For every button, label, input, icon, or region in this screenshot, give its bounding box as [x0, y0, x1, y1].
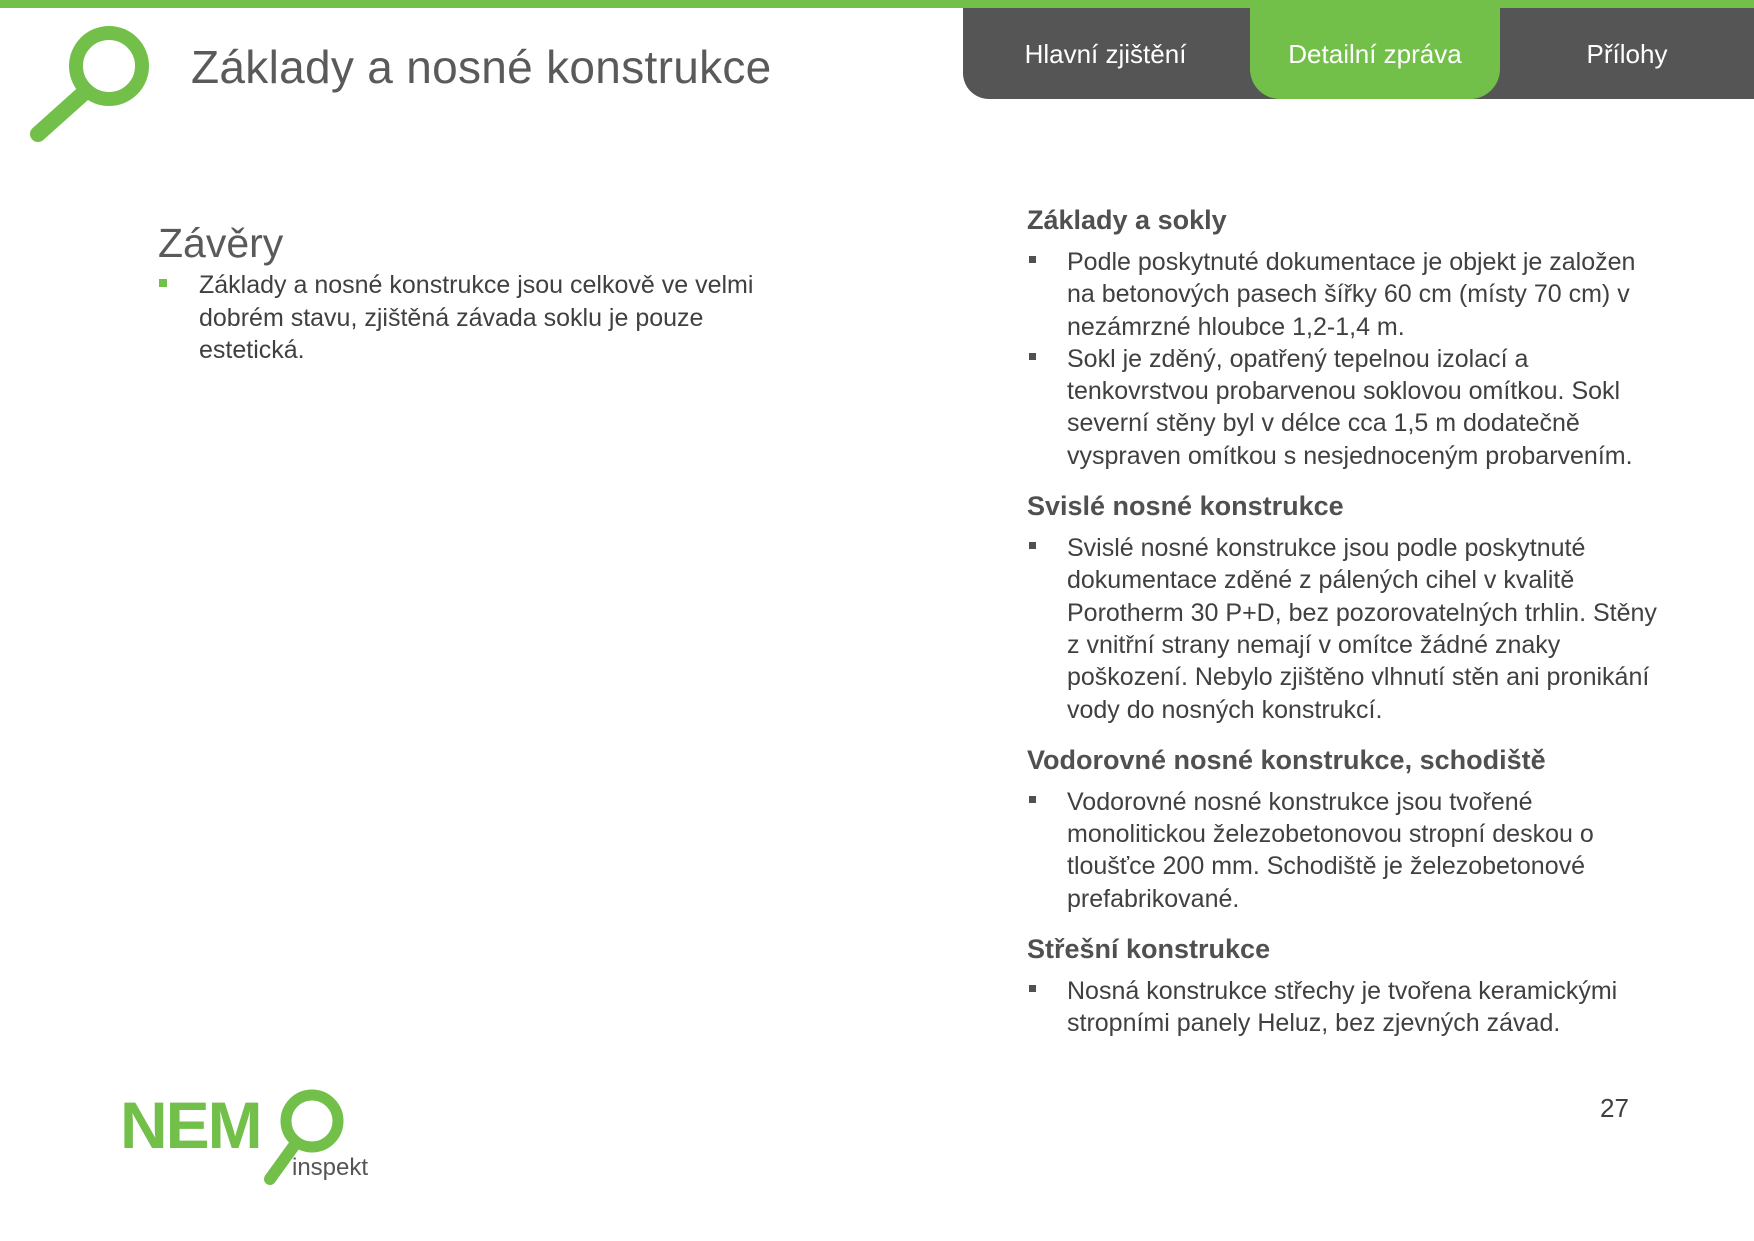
brand-name: NEM [120, 1088, 261, 1162]
brand-subtitle: inspekt [292, 1154, 369, 1181]
conclusions-panel [158, 220, 758, 367]
section-title-foundations: Základy a sokly [1027, 205, 1227, 235]
horizontal-structures-list [1027, 786, 1657, 915]
page-number: 27 [1600, 1093, 1629, 1123]
section-nav [963, 8, 1754, 99]
section-title-vertical-structures: Svislé nosné konstrukce [1027, 491, 1344, 522]
list-item: Sokl je zděný, opatřený tepelnou izolací a tenkovrstvou probarvenou soklovou omítkou. Sokl severní stěny byl v délce cca 1,5 m dodatečně vyspraven omítkou s nesjednoceným probarvením. [1027, 343, 1657, 472]
list-item: Podle poskytnuté dokumentace je objekt je založen na betonových pasech šířky 60 cm (místy 70 cm) v nezámrzné hloubce 1,2-1,4 m. [1027, 246, 1657, 343]
tab-main-findings[interactable]: Hlavní zjištění [1024, 39, 1187, 69]
conclusions-heading: Závěry [158, 220, 284, 266]
page-title: Základy a nosné konstrukce [191, 41, 772, 93]
foundations-list [1027, 246, 1657, 472]
tab-attachments[interactable]: Přílohy [1586, 39, 1668, 69]
vertical-structures-list [1027, 532, 1657, 726]
section-title-horizontal-structures: Vodorovné nosné konstrukce, schodiště [1027, 744, 1546, 775]
conclusion-item: Základy a nosné konstrukce jsou celkově ve velmi dobrém stavu, zjištěná závada soklu je pouze estetická. [158, 269, 758, 367]
section-title-roof-structure: Střešní konstrukce [1027, 934, 1271, 965]
conclusions-list [158, 269, 758, 367]
list-item: Nosná konstrukce střechy je tvořena keramickými stropními panely Heluz, bez zjevných závad. [1027, 975, 1657, 1040]
detail-panel [1027, 200, 1657, 1054]
brand-logo [120, 1085, 380, 1195]
tab-detailed-report[interactable]: Detailní zpráva [1250, 8, 1500, 99]
list-item: Svislé nosné konstrukce jsou podle poskytnuté dokumentace zděné z pálených cihel v kvalitě Porotherm 30 P+D, bez pozorovatelných trhlin. Stěny z vnitřní strany nemají v omítce žádné znaky poškození. Nebylo zjištěno vlhnutí stěn ani pronikání vody do nosných konstrukcí. [1027, 532, 1657, 726]
magnifier-icon [24, 20, 156, 146]
list-item: Vodorovné nosné konstrukce jsou tvořené monolitickou železobetonovou stropní deskou o tloušťce 200 mm. Schodiště je železobetonové prefabrikované. [1027, 786, 1657, 915]
roof-structure-list [1027, 975, 1657, 1040]
top-accent-bar [0, 0, 1754, 8]
